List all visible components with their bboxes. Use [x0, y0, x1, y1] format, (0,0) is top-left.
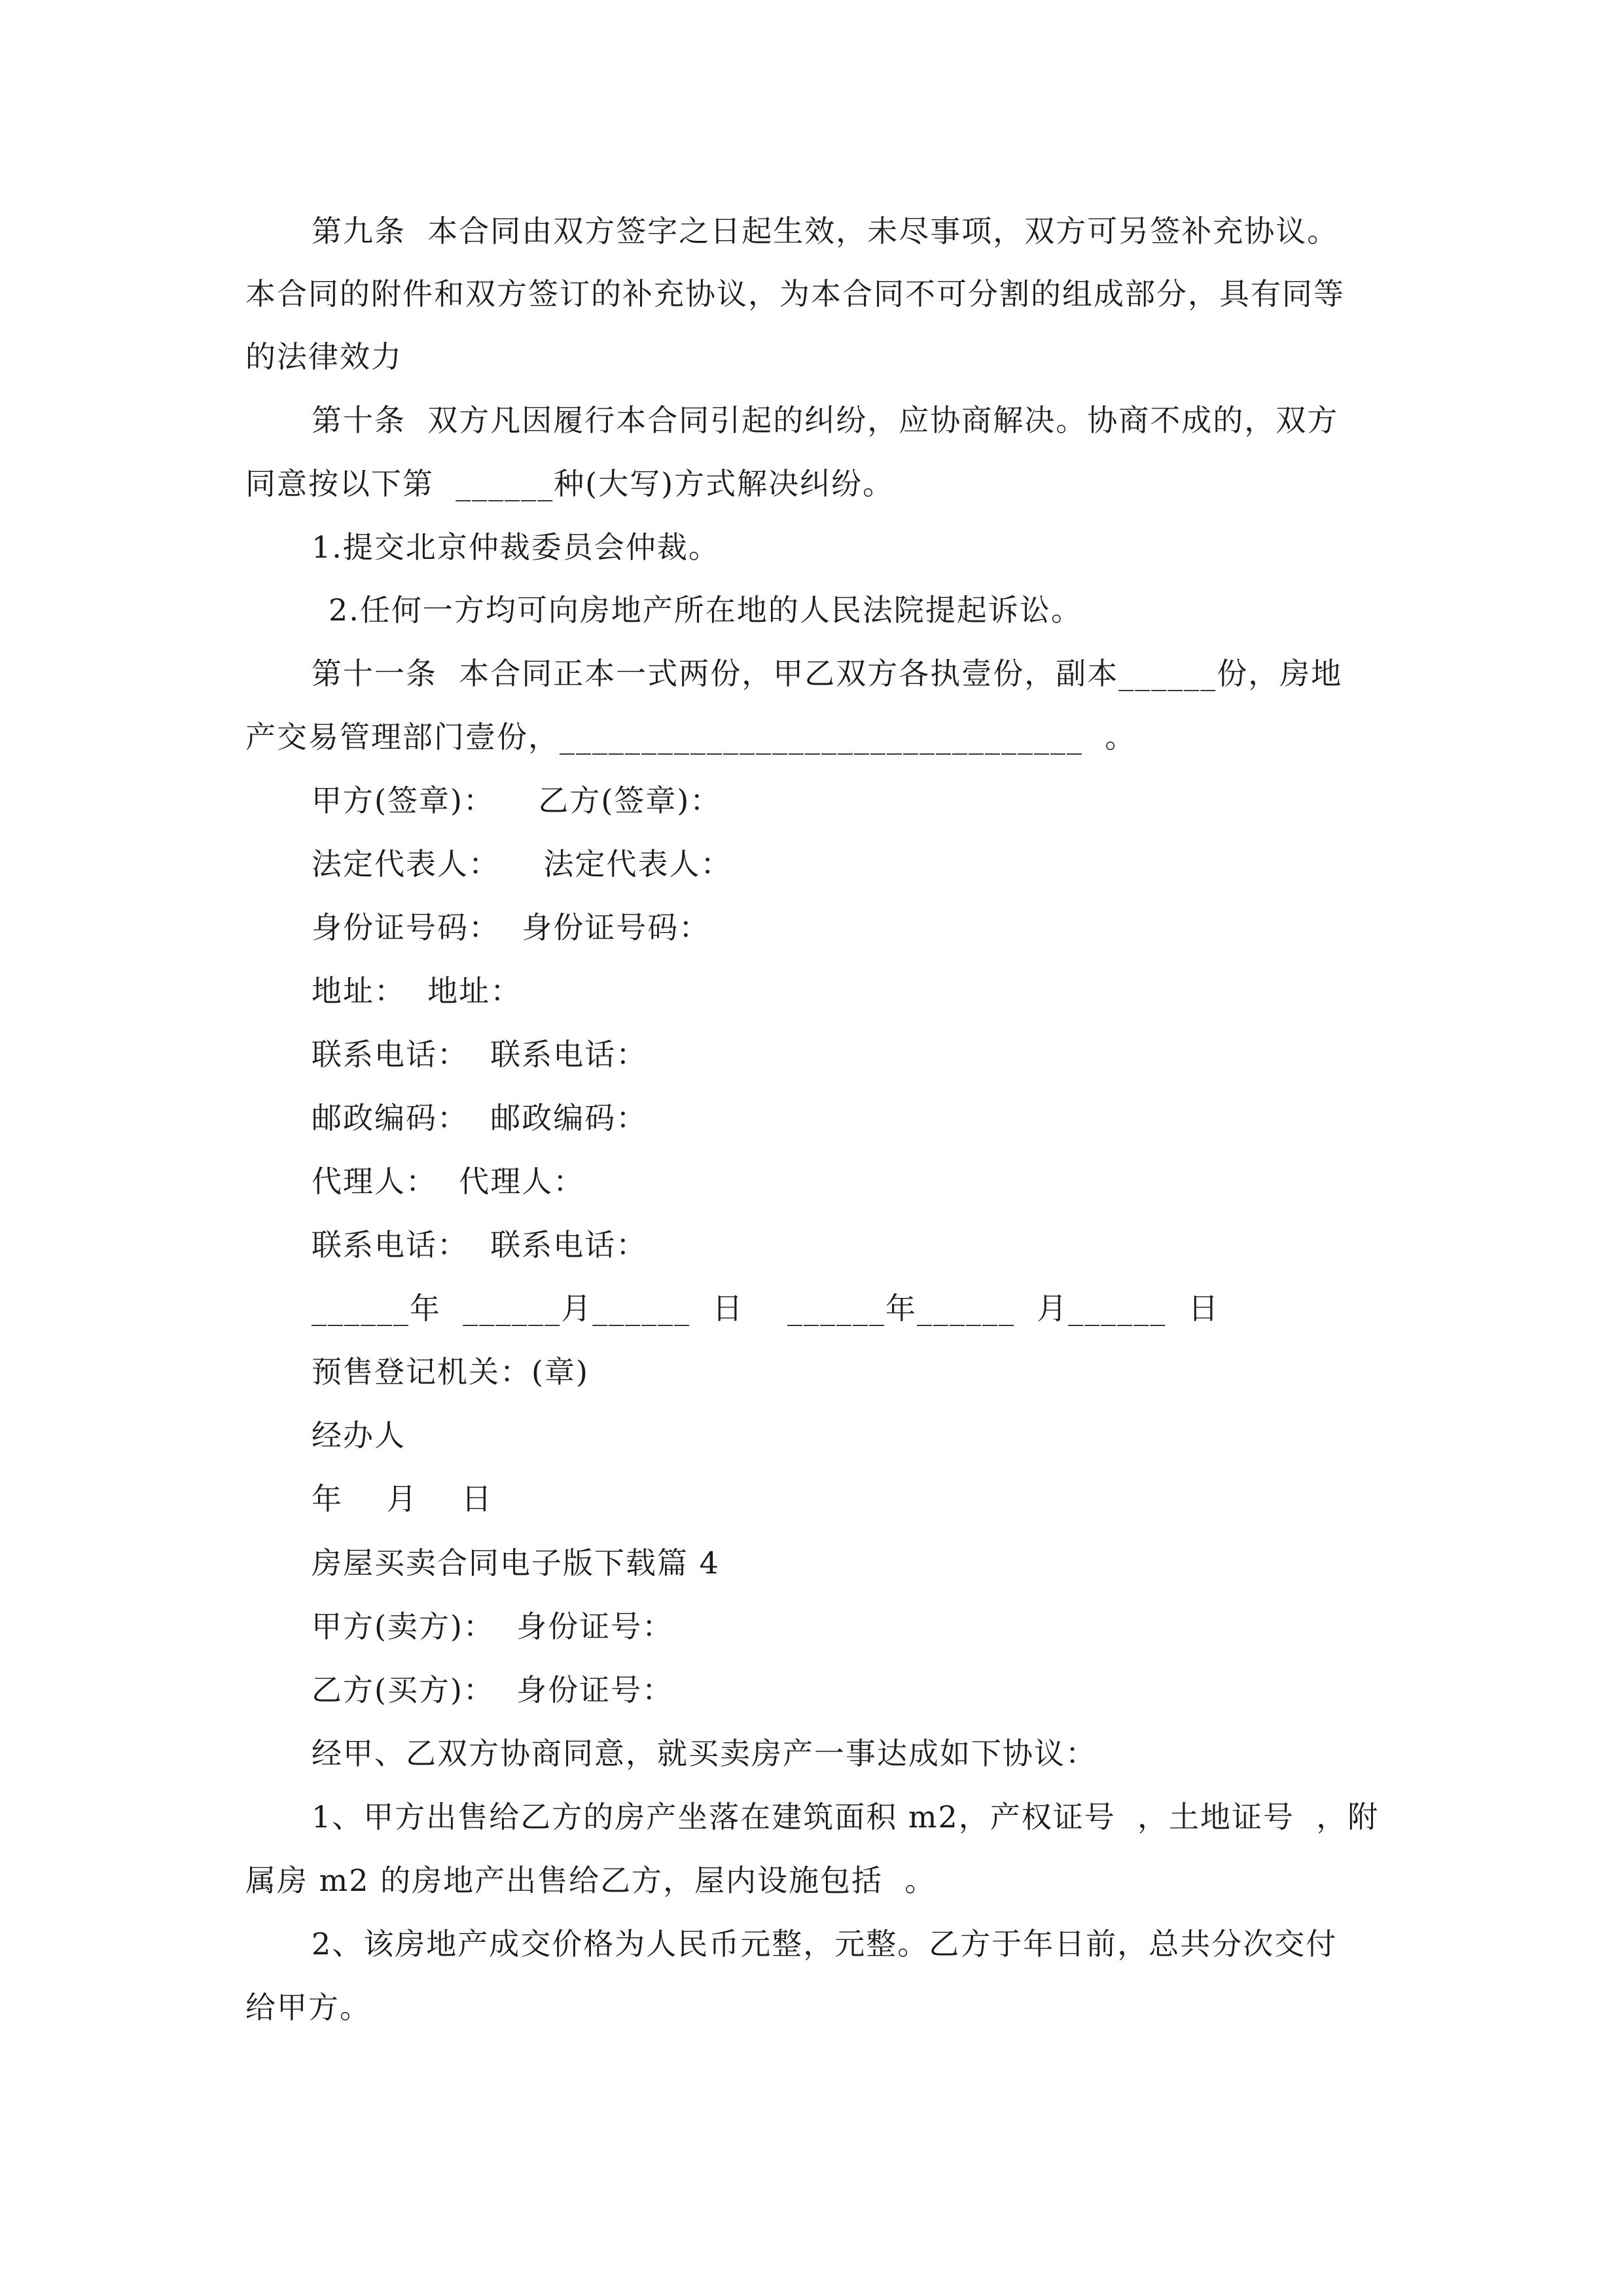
phone-line: 联系电话： 联系电话： [312, 1037, 648, 1072]
article-10-line-2: 同意按以下第 ______种(大写)方式解决纠纷。 [245, 466, 895, 501]
agent-phone-line: 联系电话： 联系电话： [312, 1227, 648, 1263]
handler-date-line: 年 月 日 [312, 1481, 493, 1516]
seller-line: 甲方(卖方)： 身份证号： [312, 1609, 674, 1644]
id-number-line: 身份证号码： 身份证号码： [312, 910, 711, 945]
signing-date-line: ______年 ______月______ 日 ______年______ 月______ 日 [312, 1291, 1220, 1326]
article-9-line-1: 第九条 本合同由双方签字之日起生效，未尽事项，双方可另签补充协议。 [312, 213, 1339, 249]
dispute-option-2: 2.任何一方均可向房地产所在地的人民法院提起诉讼。 [329, 592, 1082, 628]
clause-1-line-1: 1、甲方出售给乙方的房产坐落在建筑面积 m2，产权证号 ，土地证号 ，附 [312, 1799, 1380, 1835]
buyer-line: 乙方(买方)： 身份证号： [312, 1672, 674, 1708]
article-11-line-1: 第十一条 本合同正本一式两份，甲乙双方各执壹份，副本______份，房地 [312, 656, 1343, 691]
dispute-option-1: 1.提交北京仲裁委员会仲裁。 [312, 529, 720, 565]
legal-representative-line: 法定代表人： 法定代表人： [312, 846, 732, 882]
article-10-line-1: 第十条 双方凡因履行本合同引起的纠纷，应协商解决。协商不成的，双方 [312, 403, 1339, 438]
clause-2-line-2: 给甲方。 [245, 1990, 371, 2025]
agreement-intro: 经甲、乙双方协商同意，就买卖房产一事达成如下协议： [312, 1736, 1097, 1771]
clause-2-line-1: 2、该房地产成交价格为人民币元整，元整。乙方于年日前，总共分次交付 [312, 1926, 1338, 1962]
registration-authority-line: 预售登记机关：(章) [312, 1354, 589, 1390]
handler-line: 经办人 [312, 1418, 406, 1453]
article-9-line-3: 的法律效力 [245, 339, 402, 374]
address-line: 地址： 地址： [312, 973, 522, 1009]
article-11-line-2: 产交易管理部门壹份，________________________________ 。 [245, 719, 1137, 755]
clause-1-line-2: 属房 m2 的房地产出售给乙方，屋内设施包括 。 [245, 1863, 936, 1898]
signature-party-line: 甲方(签章)： 乙方(签章)： [312, 783, 722, 818]
article-9-line-2: 本合同的附件和双方签订的补充协议，为本合同不可分割的组成部分，具有同等 [245, 276, 1345, 312]
postcode-line: 邮政编码： 邮政编码： [312, 1100, 648, 1136]
agent-line: 代理人： 代理人： [312, 1164, 585, 1199]
section-title: 房屋买卖合同电子版下载篇 4 [312, 1545, 720, 1581]
